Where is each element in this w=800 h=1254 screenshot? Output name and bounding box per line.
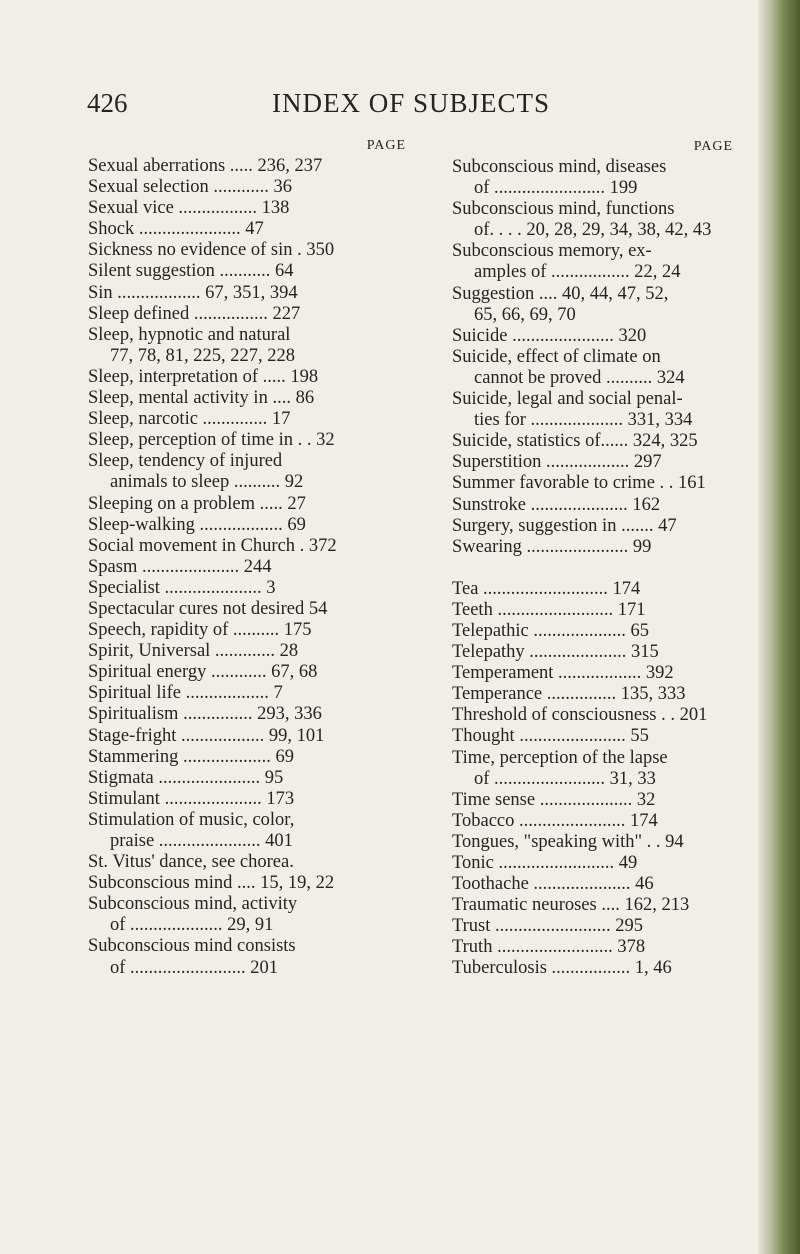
index-entry: Spiritualism ............... 293, 336 <box>88 704 322 725</box>
index-entry: of. . . . 20, 28, 29, 34, 38, 42, 43 <box>474 220 712 241</box>
index-entry: Summer favorable to crime . . 161 <box>452 473 706 494</box>
index-entry: Teeth ......................... 171 <box>452 599 646 620</box>
index-entry: of ........................ 31, 33 <box>474 768 656 789</box>
index-entry: Spasm ..................... 244 <box>88 556 272 577</box>
index-entry: Subconscious mind consists <box>88 936 296 957</box>
index-entry: Threshold of consciousness . . 201 <box>452 705 708 726</box>
index-entry: Sleep, interpretation of ..... 198 <box>88 366 319 387</box>
index-entry: Sleep defined ................ 227 <box>88 303 301 324</box>
right-entries <box>452 157 755 980</box>
index-entry: Telepathic .................... 65 <box>452 620 650 641</box>
index-entry: Sleeping on a problem ..... 27 <box>88 493 306 514</box>
index-entry: of ........................ 199 <box>474 178 638 199</box>
index-entry: Shock ...................... 47 <box>88 219 264 240</box>
index-entry: Sleep, tendency of injured <box>88 451 283 472</box>
index-entry: Stammering ................... 69 <box>88 746 295 767</box>
index-entry: Specialist ..................... 3 <box>88 577 276 598</box>
index-entry: Traumatic neuroses .... 162, 213 <box>452 895 690 916</box>
index-entry: Social movement in Church . 372 <box>88 535 337 556</box>
index-entry: Suicide, legal and social penal- <box>452 389 683 410</box>
index-entry: Silent suggestion ........... 64 <box>88 261 294 282</box>
index-entry: Subconscious mind, diseases <box>452 157 667 177</box>
index-entry: Spirit, Universal ............. 28 <box>88 641 299 662</box>
left-entries <box>88 156 428 979</box>
index-entry: Superstition .................. 297 <box>452 452 662 473</box>
index-entry: Swearing ...................... 99 <box>452 536 652 557</box>
index-entry: Sexual selection ............ 36 <box>88 177 292 198</box>
index-entry: Sleep-walking .................. 69 <box>88 514 306 535</box>
index-entry: Sickness no evidence of sin . 350 <box>88 240 335 261</box>
index-entry: Spectacular cures not desired 54 <box>88 598 328 619</box>
index-entry: Sin .................. 67, 351, 394 <box>88 282 298 303</box>
index-entry: Surgery, suggestion in ....... 47 <box>452 515 677 536</box>
index-entry: Temperance ............... 135, 333 <box>452 684 686 705</box>
index-entry: amples of ................. 22, 24 <box>474 262 681 283</box>
index-entry: Suicide, effect of climate on <box>452 346 661 367</box>
index-entry: of ......................... 201 <box>110 957 279 978</box>
index-entry: Suicide ...................... 320 <box>452 325 647 346</box>
page-edge <box>758 0 800 1254</box>
index-entry: Subconscious mind .... 15, 19, 22 <box>88 873 335 894</box>
left-index-column <box>88 138 428 979</box>
index-entry: Sleep, perception of time in . . 32 <box>88 430 335 451</box>
page-header <box>0 88 800 128</box>
index-entry: cannot be proved .......... 324 <box>474 367 685 388</box>
index-entry: 65, 66, 69, 70 <box>474 304 576 325</box>
index-entry: of .................... 29, 91 <box>110 915 274 936</box>
index-entry: Trust ......................... 295 <box>452 916 644 937</box>
index-entry: Stimulant ..................... 173 <box>88 788 295 809</box>
index-entry: Subconscious mind, activity <box>88 894 298 915</box>
index-entry: Tobacco ....................... 174 <box>452 810 658 831</box>
running-title: INDEX OF SUBJECTS <box>272 88 551 118</box>
index-entry: Stimulation of music, color, <box>88 809 295 830</box>
index-entry: St. Vitus' dance, see chorea. <box>88 852 294 873</box>
index-entry: Tonic ......................... 49 <box>452 853 638 873</box>
index-entry: Truth ......................... 378 <box>452 937 646 958</box>
index-entry: Stage-fright .................. 99, 101 <box>88 725 325 746</box>
index-entry <box>452 558 755 579</box>
index-entry: Sunstroke ..................... 162 <box>452 494 661 515</box>
index-entry: Spiritual life .................. 7 <box>88 683 283 704</box>
index-entry: Tongues, "speaking with" . . 94 <box>452 831 684 852</box>
page-number: 426 <box>87 88 128 118</box>
index-entry: Time sense .................... 32 <box>452 789 656 810</box>
index-entry: Telepathy ..................... 315 <box>452 642 659 663</box>
index-entry: Sleep, narcotic .............. 17 <box>88 409 291 430</box>
index-entry: Sexual vice ................. 138 <box>88 198 290 219</box>
index-entry: Tea ........................... 174 <box>452 578 641 599</box>
index-entry: Subconscious mind, functions <box>452 199 675 220</box>
index-entry: Sleep, hypnotic and natural <box>88 324 291 345</box>
index-entry: Sleep, mental activity in .... 86 <box>88 388 315 409</box>
index-entry: Spiritual energy ............ 67, 68 <box>88 662 318 683</box>
index-entry: Suicide, statistics of...... 324, 325 <box>452 431 698 452</box>
index-entry: 77, 78, 81, 225, 227, 228 <box>110 345 295 366</box>
index-entry: animals to sleep .......... 92 <box>110 472 304 493</box>
index-entry: ties for .................... 331, 334 <box>474 410 693 431</box>
index-entry: praise ...................... 401 <box>110 831 293 851</box>
index-entry: Speech, rapidity of .......... 175 <box>88 620 312 641</box>
right-index-column <box>452 139 755 980</box>
index-entry: Toothache ..................... 46 <box>452 874 654 895</box>
index-entry: Subconscious memory, ex- <box>452 241 652 262</box>
index-entry: Sexual aberrations ..... 236, 237 <box>88 156 323 176</box>
right-page-heading: PAGE <box>693 139 733 154</box>
index-entry: Suggestion .... 40, 44, 47, 52, <box>452 283 669 304</box>
index-entry: Stigmata ...................... 95 <box>88 767 284 788</box>
index-entry: Thought ....................... 55 <box>452 726 649 747</box>
index-entry: Temperament .................. 392 <box>452 663 674 684</box>
left-page-heading: PAGE <box>366 138 406 153</box>
index-entry: Time, perception of the lapse <box>452 747 668 768</box>
index-entry: Tuberculosis ................. 1, 46 <box>452 958 672 979</box>
